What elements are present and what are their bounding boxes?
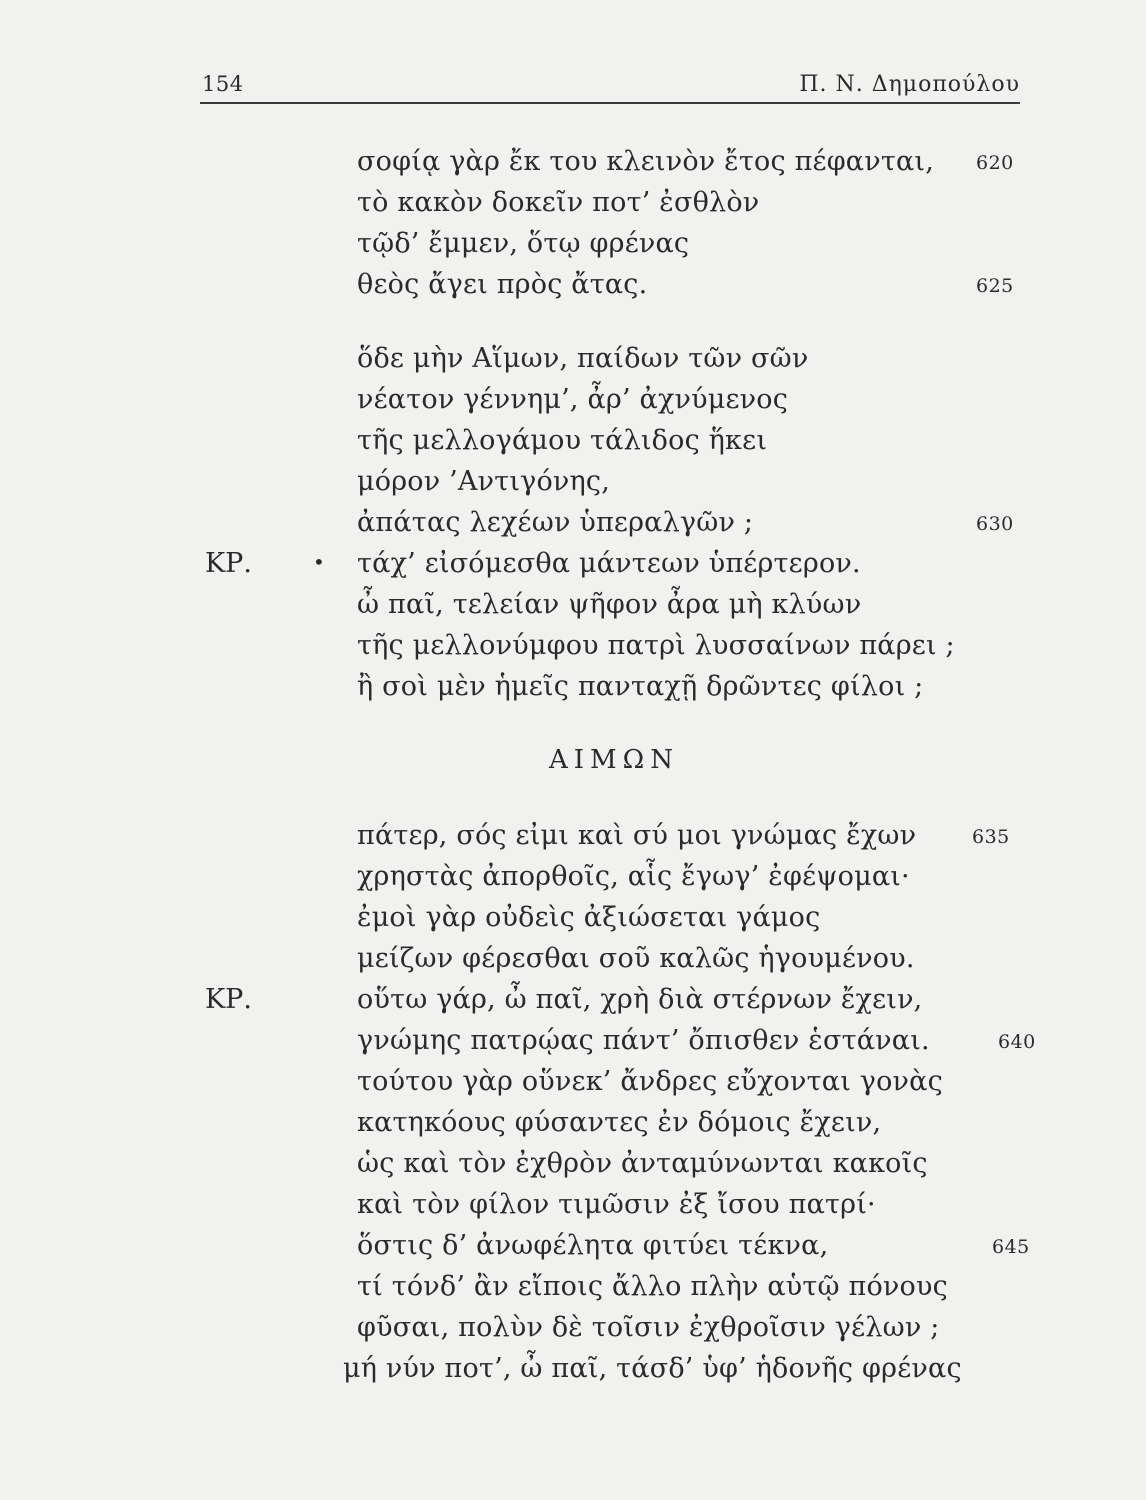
line-number: 635	[972, 826, 1010, 848]
line-number: 630	[976, 513, 1014, 535]
verse-line	[0, 1066, 1146, 1106]
verse-text: οὕτω γάρ, ὦ παῖ, χρὴ διὰ στέρνων ἔχειν,	[357, 984, 923, 1015]
verse-text: τούτου γὰρ οὕνεκ’ ἄνδρες εὔχονται γονὰς	[357, 1066, 943, 1097]
verse-line	[0, 630, 1146, 670]
verse-text: τὸ κακὸν δοκεῖν ποτ’ ἐσθλὸν	[357, 187, 760, 218]
verse-line	[0, 820, 1146, 860]
speaker-label: ΚΡ.	[205, 548, 252, 579]
verse-line	[0, 425, 1146, 465]
verse-text: φῦσαι, πολὺν δὲ τοῖσιν ἐχθροῖσιν γέλων ;	[357, 1312, 940, 1343]
line-number: 625	[976, 275, 1014, 297]
page-number: 154	[202, 72, 244, 96]
verse-line	[0, 984, 1146, 1024]
verse-text: τάχ’ εἰσόμεσθα μάντεων ὑπέρτερον.	[357, 548, 861, 579]
verse-line	[0, 1353, 1146, 1393]
verse-line	[0, 548, 1146, 588]
verse-line	[0, 1107, 1146, 1147]
verse-text: κατηκόους φύσαντες ἐν δόμοις ἔχειν,	[357, 1107, 882, 1138]
line-number: 640	[998, 1031, 1036, 1053]
verse-line	[0, 902, 1146, 942]
verse-text: τί τόνδ’ ἂν εἴποις ἄλλο πλὴν αὑτῷ πόνους	[357, 1271, 948, 1302]
speaker-label: ΚΡ.	[205, 984, 252, 1015]
verse-line	[0, 1025, 1146, 1065]
verse-text: ὡς καὶ τὸν ἐχθρὸν ἀνταμύνωνται κακοῖς	[357, 1148, 928, 1179]
verse-line	[0, 1312, 1146, 1352]
verse-text: γνώμης πατρῴας πάντ’ ὄπισθεν ἑστάναι.	[357, 1025, 930, 1056]
verse-line	[0, 671, 1146, 711]
verse-text: πάτερ, σός εἰμι καὶ σύ μοι γνώμας ἔχων	[357, 820, 917, 851]
verse-text: τῷδ’ ἔμμεν, ὅτῳ φρένας	[357, 228, 690, 259]
verse-text: ἢ σοὶ μὲν ἡμεῖς πανταχῇ δρῶντες φίλοι ;	[357, 671, 924, 702]
verse-line	[0, 1148, 1146, 1188]
verse-line	[0, 187, 1146, 227]
verse-line	[0, 343, 1146, 383]
verse-text: καὶ τὸν φίλον τιμῶσιν ἐξ ἴσου πατρί·	[357, 1189, 876, 1220]
verse-line	[0, 146, 1146, 186]
verse-text: σοφίᾳ γὰρ ἔκ του κλεινὸν ἔτος πέφανται,	[357, 146, 934, 177]
verse-text: ὅδε μὴν Αἵμων, παίδων τῶν σῶν	[357, 343, 809, 374]
verse-text: ὅστις δ’ ἀνωφέλητα φιτύει τέκνα,	[357, 1230, 829, 1261]
verse-line	[0, 507, 1146, 547]
verse-text: νέατον γέννημ’, ἆρ’ ἀχνύμενος	[357, 384, 789, 415]
verse-line	[0, 943, 1146, 983]
verse-text: τῆς μελλογάμου τάλιδος ἥκει	[357, 425, 768, 456]
verse-line	[0, 589, 1146, 629]
verse-text: χρηστὰς ἀπορθοῖς, αἷς ἔγωγ’ ἐφέψομαι·	[357, 861, 910, 892]
verse-text: θεὸς ἄγει πρὸς ἄτας.	[357, 269, 648, 300]
verse-text: ἐμοὶ γὰρ οὐδεὶς ἀξιώσεται γάμος	[357, 902, 821, 933]
verse-line	[0, 384, 1146, 424]
speaker-heading-text: ΑΙΜΩΝ	[549, 745, 679, 775]
verse-line	[0, 466, 1146, 506]
stray-mark: •	[313, 550, 325, 574]
running-head: Π. Ν. Δημοπούλου	[799, 72, 1020, 97]
verse-text: μείζων φέρεσθαι σοῦ καλῶς ἡγουμένου.	[357, 943, 915, 974]
verse-line	[0, 269, 1146, 309]
verse-text: μόρον ’Αντιγόνης,	[357, 466, 611, 497]
verse-line	[0, 228, 1146, 268]
verse-line	[0, 1271, 1146, 1311]
verse-text: ὦ παῖ, τελείαν ψῆφον ἆρα μὴ κλύων	[357, 589, 862, 620]
line-number: 620	[976, 152, 1014, 174]
verse-line	[0, 861, 1146, 901]
line-number: 645	[992, 1236, 1030, 1258]
verse-text: μή νύν ποτ’, ὦ παῖ, τάσδ’ ὑφ’ ἡδονῆς φρένας	[343, 1353, 962, 1384]
verse-text: τῆς μελλονύμφου πατρὶ λυσσαίνων πάρει ;	[357, 630, 955, 661]
verse-line	[0, 1230, 1146, 1270]
speaker-heading	[0, 745, 1146, 785]
verse-line	[0, 1189, 1146, 1229]
header-rule	[200, 102, 1020, 104]
verse-text: ἀπάτας λεχέων ὑπεραλγῶν ;	[357, 507, 754, 538]
